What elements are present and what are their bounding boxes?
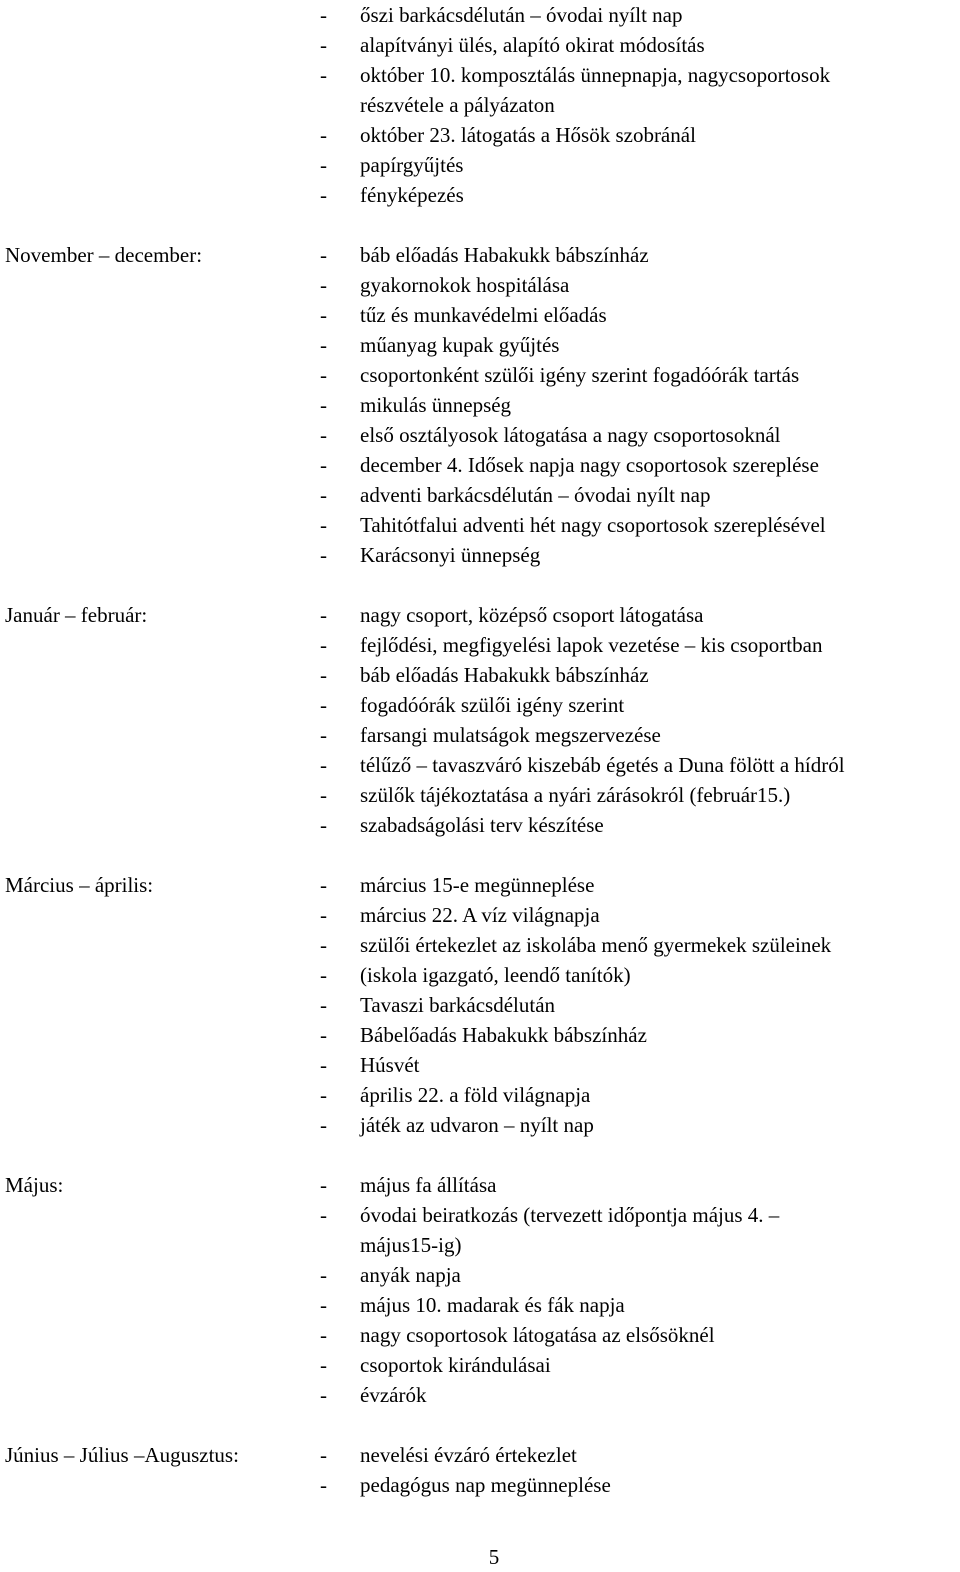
- list-bullet-dash: -: [320, 1473, 327, 1497]
- section-label: November – december:: [5, 243, 203, 267]
- list-bullet-dash: -: [320, 603, 327, 627]
- list-item: [0, 720, 960, 750]
- list-item: [0, 510, 960, 540]
- list-item: [0, 450, 960, 480]
- list-item-text: farsangi mulatságok megszervezése: [360, 723, 661, 747]
- list-bullet-dash: -: [320, 543, 327, 567]
- section-gap: [0, 210, 960, 240]
- list-bullet-dash: -: [320, 1323, 327, 1347]
- list-item-text: nagy csoportosok látogatása az elsősöknél: [360, 1323, 715, 1347]
- list-item: [0, 270, 960, 300]
- list-item: [0, 900, 960, 930]
- list-bullet-dash: -: [320, 933, 327, 957]
- list-bullet-dash: -: [320, 3, 327, 27]
- list-item: [0, 1440, 960, 1470]
- list-item-text: március 15-e megünneplése: [360, 873, 595, 897]
- list-item: [0, 0, 960, 30]
- list-item-text: október 10. komposztálás ünnepnapja, nagycsoportosok: [360, 63, 831, 87]
- list-item-text: szülői értekezlet az iskolába menő gyermekek szüleinek: [360, 933, 832, 957]
- list-item-text: pedagógus nap megünneplése: [360, 1473, 611, 1497]
- list-item-text: őszi barkácsdélután – óvodai nyílt nap: [360, 3, 683, 27]
- list-item-text: csoportok kirándulásai: [360, 1353, 551, 1377]
- list-bullet-dash: -: [320, 1113, 327, 1137]
- list-bullet-dash: -: [320, 423, 327, 447]
- list-item: [0, 30, 960, 60]
- list-item-text: tűz és munkavédelmi előadás: [360, 303, 607, 327]
- list-bullet-dash: -: [320, 903, 327, 927]
- section-label: Június – Július –Augusztus:: [5, 1443, 239, 1467]
- list-bullet-dash: -: [320, 813, 327, 837]
- list-item: [0, 300, 960, 330]
- list-item: [0, 1050, 960, 1080]
- list-bullet-dash: -: [320, 1173, 327, 1197]
- list-bullet-dash: -: [320, 633, 327, 657]
- list-item: [0, 780, 960, 810]
- list-item-text: első osztályosok látogatása a nagy csoportosoknál: [360, 423, 781, 447]
- list-bullet-dash: -: [320, 33, 327, 57]
- list-item: [0, 1470, 960, 1500]
- list-item-text: október 23. látogatás a Hősök szobránál: [360, 123, 696, 147]
- list-bullet-dash: -: [320, 1443, 327, 1467]
- list-item-text: Tavaszi barkácsdélután: [360, 993, 556, 1017]
- list-bullet-dash: -: [320, 1053, 327, 1077]
- list-item: [0, 690, 960, 720]
- list-item-text: Húsvét: [360, 1053, 420, 1077]
- list-item-text: december 4. Idősek napja nagy csoportosok szereplése: [360, 453, 819, 477]
- list-item: [0, 330, 960, 360]
- list-item-text: szabadságolási terv készítése: [360, 813, 604, 837]
- list-item-text: évzárók: [360, 1383, 427, 1407]
- page-number: 5: [488, 1545, 500, 1569]
- list-item: [0, 960, 960, 990]
- list-bullet-dash: -: [320, 63, 327, 87]
- list-bullet-dash: -: [320, 273, 327, 297]
- list-item: [0, 240, 960, 270]
- list-item: [0, 1260, 960, 1290]
- list-item: [0, 480, 960, 510]
- list-item-text: Bábelőadás Habakukk bábszínház: [360, 1023, 647, 1047]
- list-item-text: játék az udvaron – nyílt nap: [360, 1113, 594, 1137]
- list-item: [0, 60, 960, 90]
- list-item: [0, 1290, 960, 1320]
- list-item: [0, 1230, 960, 1260]
- list-bullet-dash: -: [320, 993, 327, 1017]
- list-item-text: részvétele a pályázaton: [360, 93, 555, 117]
- list-bullet-dash: -: [320, 1263, 327, 1287]
- list-item-text: papírgyűjtés: [360, 153, 464, 177]
- list-item-text: óvodai beiratkozás (tervezett időpontja május 4. –: [360, 1203, 780, 1227]
- list-item: [0, 750, 960, 780]
- list-item: [0, 810, 960, 840]
- list-item: [0, 1200, 960, 1230]
- list-bullet-dash: -: [320, 453, 327, 477]
- section-label: Január – február:: [5, 603, 148, 627]
- schedule-section: [0, 870, 960, 1140]
- list-bullet-dash: -: [320, 693, 327, 717]
- list-item: [0, 120, 960, 150]
- list-item-text: május15-ig): [360, 1233, 462, 1257]
- list-bullet-dash: -: [320, 783, 327, 807]
- list-item-text: április 22. a föld világnapja: [360, 1083, 591, 1107]
- list-bullet-dash: -: [320, 1023, 327, 1047]
- list-item: [0, 930, 960, 960]
- list-item-text: csoportonként szülői igény szerint fogadóórák tartás: [360, 363, 800, 387]
- list-item-text: télűző – tavaszváró kiszebáb égetés a Duna fölött a hídról: [360, 753, 845, 777]
- list-bullet-dash: -: [320, 513, 327, 537]
- list-item: [0, 420, 960, 450]
- list-item: [0, 630, 960, 660]
- list-item-text: alapítványi ülés, alapító okirat módosítás: [360, 33, 705, 57]
- list-item: [0, 600, 960, 630]
- list-item: [0, 870, 960, 900]
- list-item: [0, 1380, 960, 1410]
- list-bullet-dash: -: [320, 363, 327, 387]
- list-bullet-dash: -: [320, 393, 327, 417]
- schedule-section: [0, 1170, 960, 1410]
- list-item: [0, 1350, 960, 1380]
- list-bullet-dash: -: [320, 183, 327, 207]
- list-bullet-dash: -: [320, 123, 327, 147]
- list-item-text: gyakornokok hospitálása: [360, 273, 570, 297]
- section-gap: [0, 1410, 960, 1440]
- list-item: [0, 390, 960, 420]
- list-item-text: műanyag kupak gyűjtés: [360, 333, 560, 357]
- list-item-text: nevelési évzáró értekezlet: [360, 1443, 577, 1467]
- list-item: [0, 360, 960, 390]
- section-label: Május:: [5, 1173, 64, 1197]
- list-bullet-dash: -: [320, 483, 327, 507]
- list-item-text: szülők tájékoztatása a nyári zárásokról (február15.): [360, 783, 791, 807]
- list-item-text: (iskola igazgató, leendő tanítók): [360, 963, 631, 987]
- list-bullet-dash: -: [320, 333, 327, 357]
- list-item: [0, 1020, 960, 1050]
- list-item: [0, 90, 960, 120]
- list-item: [0, 1170, 960, 1200]
- section-gap: [0, 840, 960, 870]
- list-bullet-dash: -: [320, 153, 327, 177]
- list-item-text: március 22. A víz világnapja: [360, 903, 600, 927]
- list-bullet-dash: -: [320, 1083, 327, 1107]
- list-item: [0, 990, 960, 1020]
- list-item-text: mikulás ünnepség: [360, 393, 512, 417]
- list-bullet-dash: -: [320, 1293, 327, 1317]
- list-bullet-dash: -: [320, 1383, 327, 1407]
- list-bullet-dash: -: [320, 663, 327, 687]
- list-bullet-dash: -: [320, 873, 327, 897]
- section-label: Március – április:: [5, 873, 154, 897]
- list-item: [0, 540, 960, 570]
- schedule-section: [0, 600, 960, 840]
- list-item: [0, 1320, 960, 1350]
- list-item-text: május 10. madarak és fák napja: [360, 1293, 625, 1317]
- list-bullet-dash: -: [320, 723, 327, 747]
- schedule-section: [0, 1440, 960, 1500]
- list-bullet-dash: -: [320, 243, 327, 267]
- list-item: [0, 180, 960, 210]
- list-item: [0, 150, 960, 180]
- list-bullet-dash: -: [320, 753, 327, 777]
- list-item-text: fogadóórák szülői igény szerint: [360, 693, 625, 717]
- list-item-text: fényképezés: [360, 183, 464, 207]
- list-bullet-dash: -: [320, 1353, 327, 1377]
- list-item: [0, 1110, 960, 1140]
- list-item-text: anyák napja: [360, 1263, 461, 1287]
- list-bullet-dash: -: [320, 963, 327, 987]
- list-item-text: Karácsonyi ünnepség: [360, 543, 541, 567]
- list-item-text: báb előadás Habakukk bábszínház: [360, 663, 649, 687]
- list-item-text: fejlődési, megfigyelési lapok vezetése – kis csoportban: [360, 633, 823, 657]
- list-item-text: adventi barkácsdélután – óvodai nyílt nap: [360, 483, 711, 507]
- list-bullet-dash: -: [320, 303, 327, 327]
- schedule-section: [0, 240, 960, 570]
- list-item-text: báb előadás Habakukk bábszínház: [360, 243, 649, 267]
- section-gap: [0, 1140, 960, 1170]
- list-item: [0, 660, 960, 690]
- list-item: [0, 1080, 960, 1110]
- list-item-text: nagy csoport, középső csoport látogatása: [360, 603, 704, 627]
- section-gap: [0, 570, 960, 600]
- schedule-section: [0, 0, 960, 210]
- list-item-text: május fa állítása: [360, 1173, 497, 1197]
- list-item-text: Tahitótfalui adventi hét nagy csoportosok szereplésével: [360, 513, 826, 537]
- list-bullet-dash: -: [320, 1203, 327, 1227]
